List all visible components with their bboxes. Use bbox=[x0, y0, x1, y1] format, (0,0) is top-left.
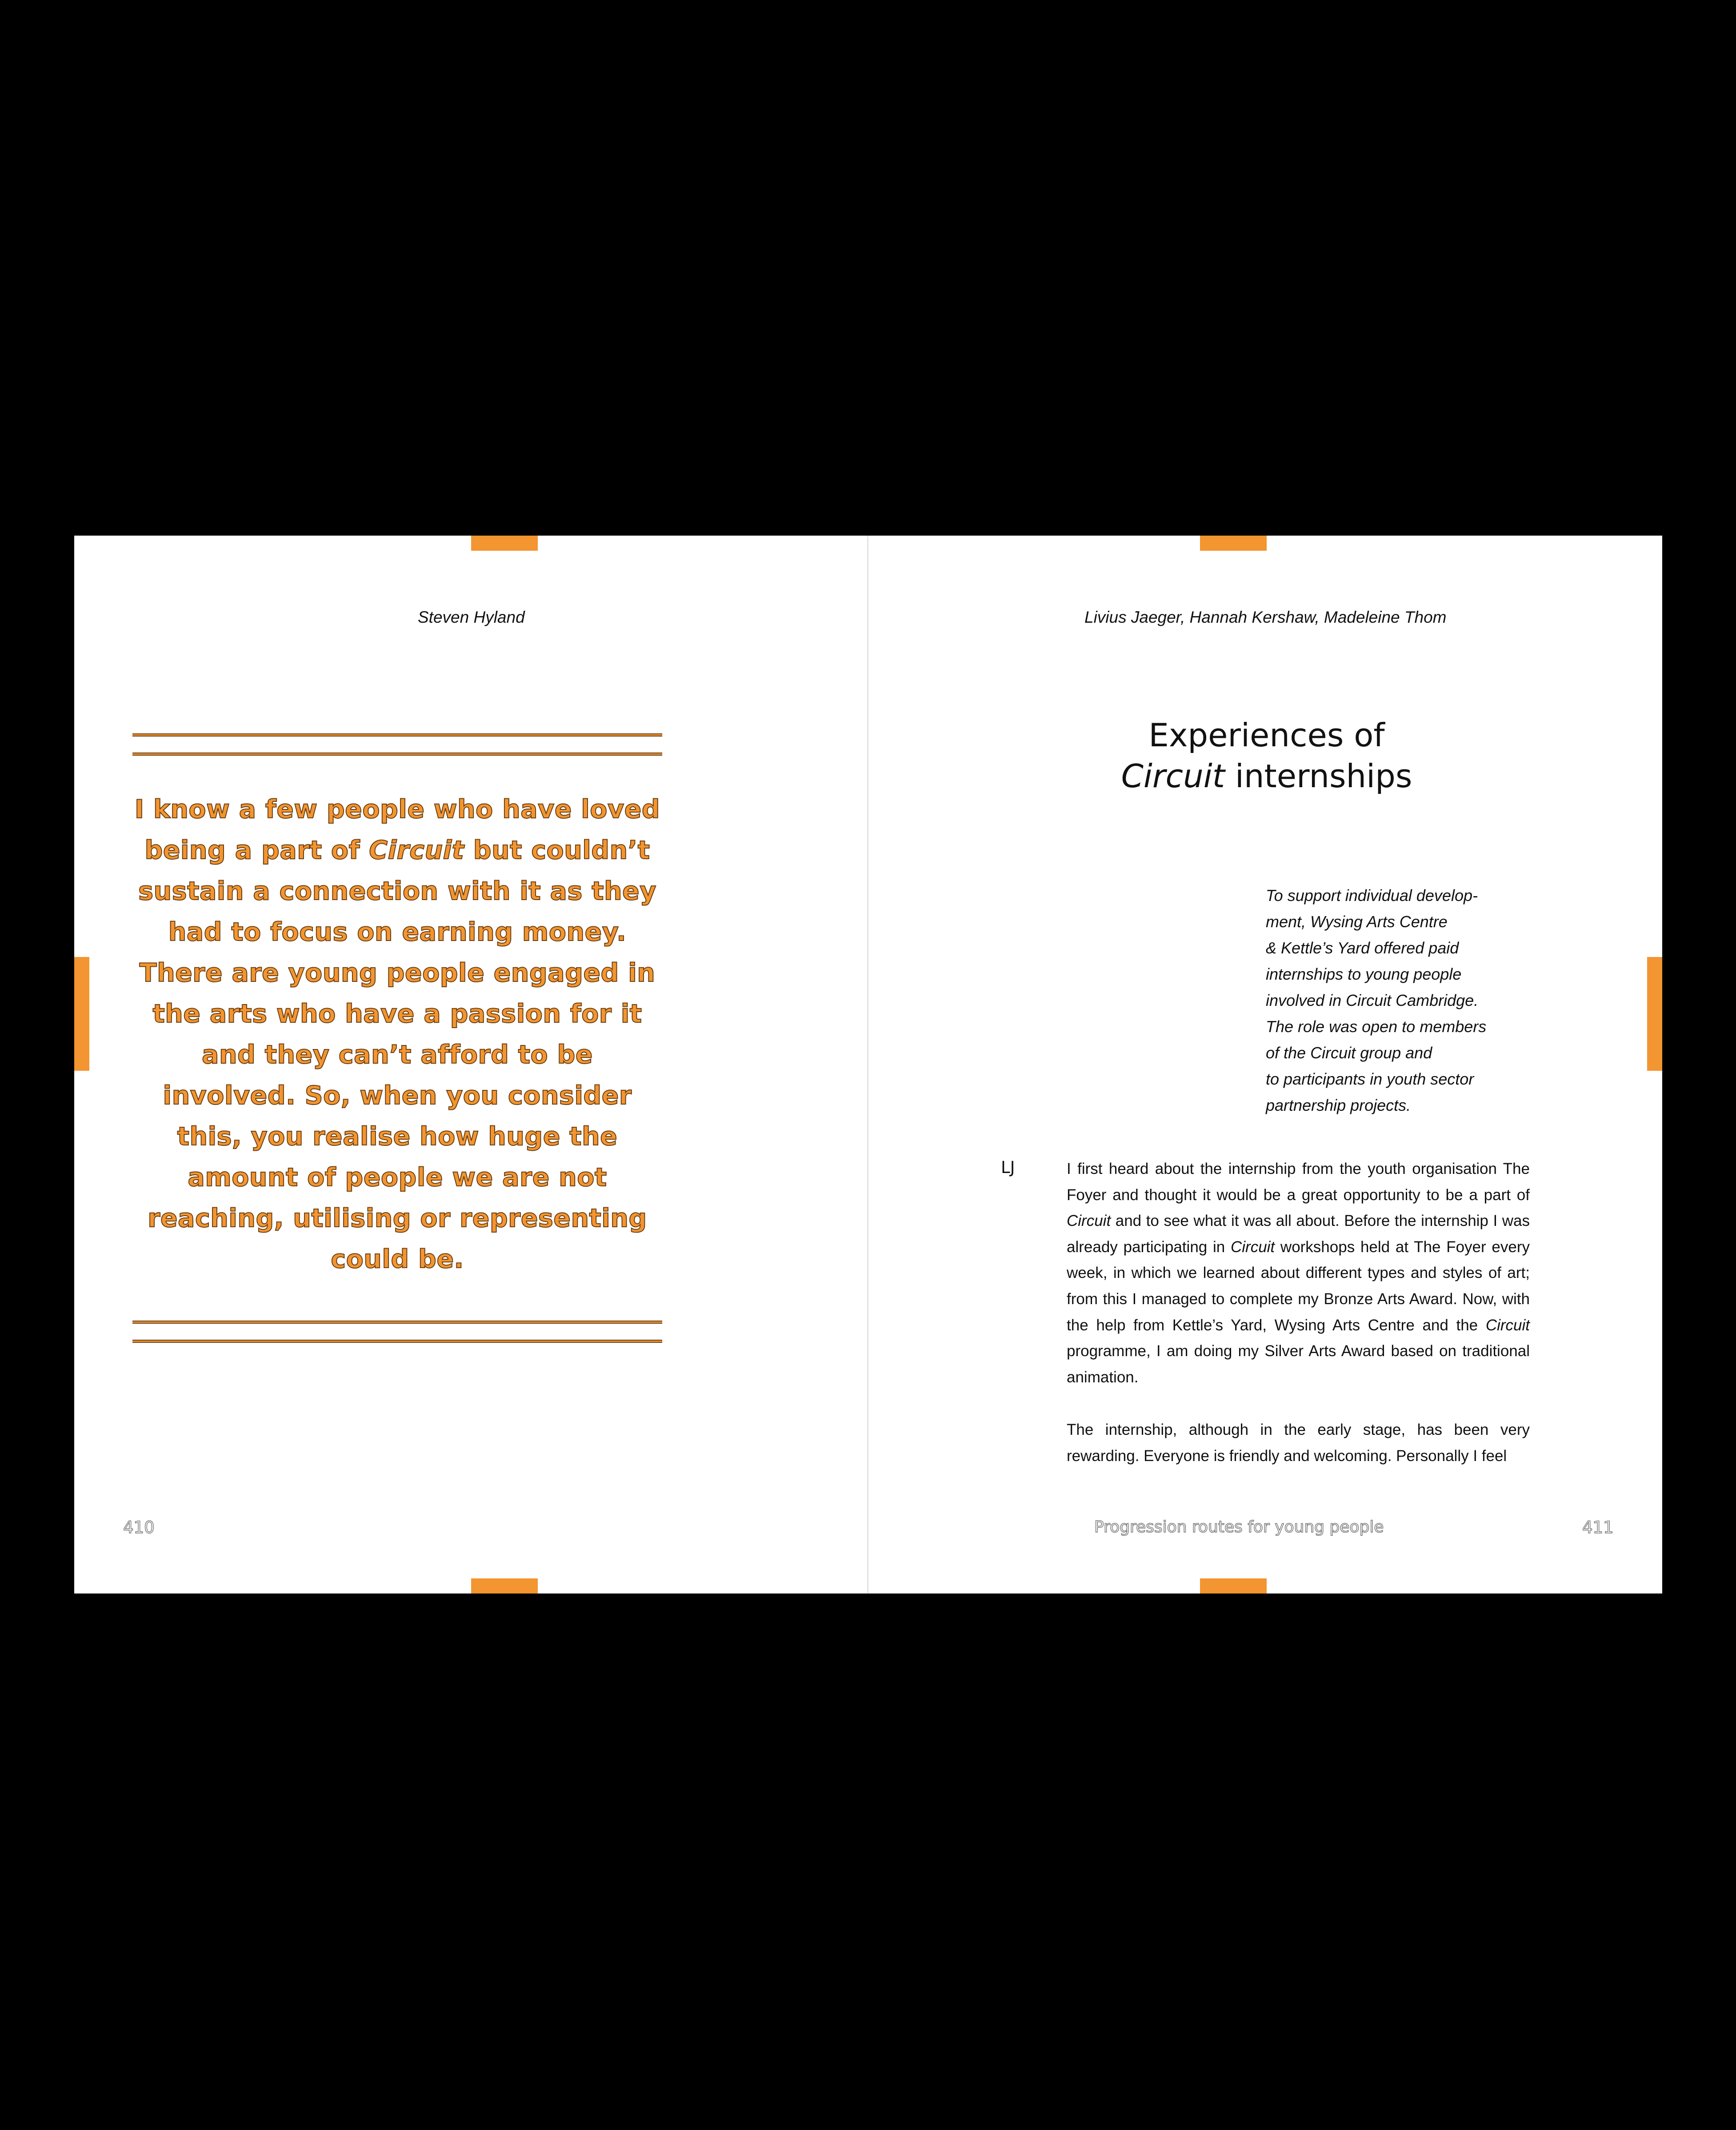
top-edge-tab bbox=[471, 536, 538, 551]
quote-rule-bottom-1 bbox=[132, 1321, 662, 1324]
article-title bbox=[1022, 715, 1511, 797]
quote-rule-bottom-2 bbox=[132, 1340, 662, 1343]
speaker-initials: LJ bbox=[1001, 1158, 1015, 1177]
page-author: Steven Hyland bbox=[418, 608, 525, 626]
pull-quote-italic: Circuit bbox=[369, 836, 464, 865]
page-number-right: 411 bbox=[1582, 1518, 1614, 1537]
body-text: and to see what it was all about. Before the internship I was already participating in bbox=[1067, 1212, 1530, 1256]
quote-rule-top-2 bbox=[132, 753, 662, 756]
top-edge-tab bbox=[1200, 536, 1267, 551]
body-paragraph-2: The internship, although in the early stage, has been very rewarding. Everyone is friendly and welcoming. Personally I feel bbox=[1067, 1421, 1530, 1465]
page-number-left: 410 bbox=[123, 1518, 155, 1537]
pull-quote bbox=[132, 789, 662, 1280]
body-text: I first heard about the internship from the youth organisation The Foyer and thought it would be a great opportunity to be a part of bbox=[1067, 1160, 1530, 1204]
body-paragraph-1 bbox=[1067, 1156, 1530, 1390]
page-authors: Livius Jaeger, Hannah Kershaw, Madeleine Thom bbox=[1084, 608, 1447, 626]
body-italic: Circuit bbox=[1230, 1238, 1275, 1256]
running-title: Progression routes for young people bbox=[1094, 1518, 1384, 1536]
body-italic: Circuit bbox=[1067, 1212, 1111, 1230]
body-text: programme, I am doing my Silver Arts Award based on traditional animation. bbox=[1067, 1342, 1530, 1386]
title-rest: internships bbox=[1224, 757, 1412, 795]
side-edge-tab bbox=[74, 957, 89, 1071]
body-text: workshops held at The Foyer every week, in which we learned about different types and styles of art; from this I managed to complete my Bronze Arts Award. Now, with the help from Kettle’s Yard, Wysing Arts Centre and the bbox=[1067, 1238, 1530, 1334]
title-italic: Circuit bbox=[1121, 757, 1225, 795]
body-italic: Circuit bbox=[1485, 1316, 1530, 1334]
bottom-edge-tab bbox=[471, 1578, 538, 1593]
standfirst: To support individual develop- ment, Wysing Arts Centre & Kettle’s Yard offered paid internships to young people involved in Circuit Cambridge. The role was open to members of the Circuit group and to participants in youth sector partnership projects. bbox=[1266, 886, 1487, 1114]
pull-quote-text: but couldn’t sustain a connection with it as they had to focus on earning money. There are young people engaged in the arts who have a passion for it and they can’t afford to be involved. So, when you consider this, you realise how huge the amount of people we are not reaching, utilising or representing could be. bbox=[138, 836, 656, 1274]
quote-rule-top-1 bbox=[132, 733, 662, 737]
side-edge-tab bbox=[1647, 957, 1662, 1071]
bottom-edge-tab bbox=[1200, 1578, 1267, 1593]
title-line-1: Experiences of bbox=[1148, 717, 1385, 754]
pull-quote-text: I know a few people who have loved being a part of bbox=[134, 795, 660, 865]
